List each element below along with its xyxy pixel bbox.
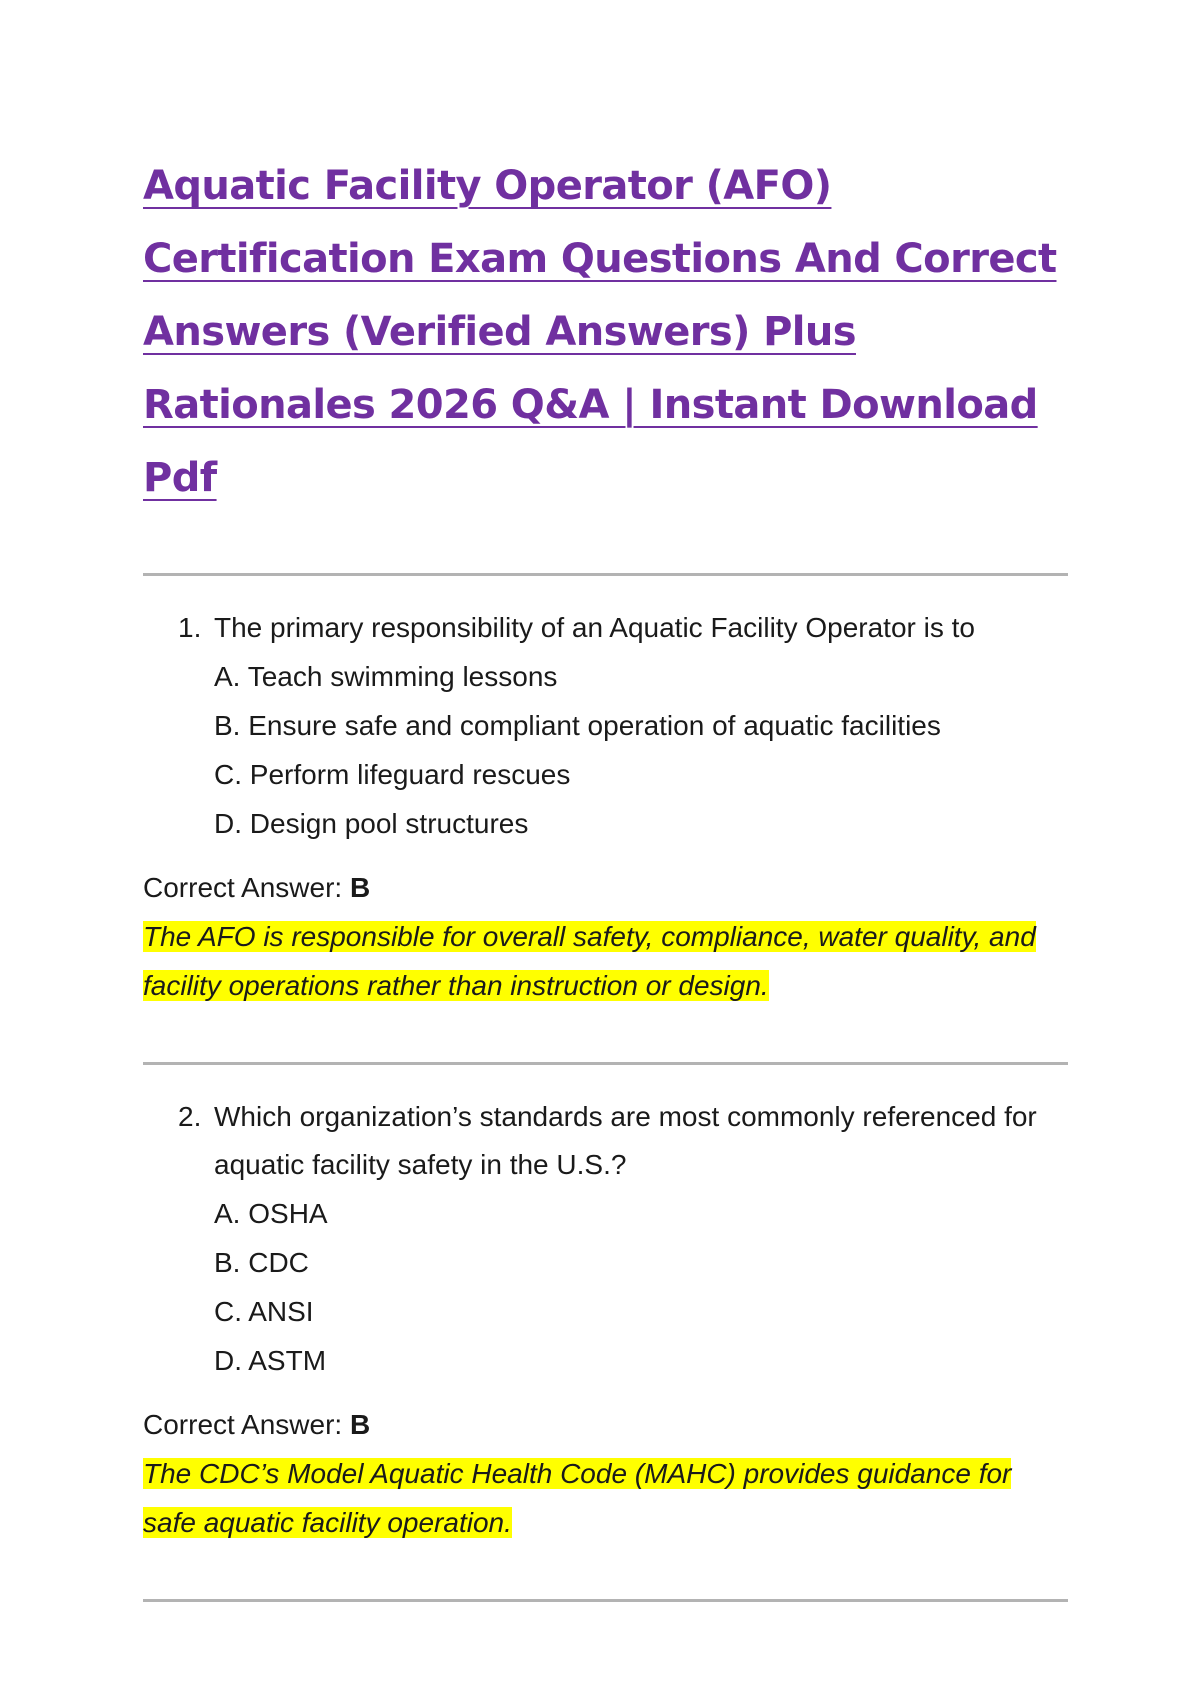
question-1 [143, 576, 1068, 1010]
option-b: B. CDC [214, 1247, 309, 1278]
rationale-text: The AFO is responsible for overall safety, compliance, water quality, and facility operations rather than instruction or design. [143, 921, 1036, 1001]
correct-answer [143, 864, 1068, 912]
option-list [214, 652, 1068, 848]
option-b: B. Ensure safe and compliant operation of aquatic facilities [214, 710, 941, 741]
question-text: Which organization’s standards are most commonly referenced for aquatic facility safety in the U.S.? [214, 1101, 1037, 1180]
option-a: A. OSHA [214, 1198, 328, 1229]
option-d: D. Design pool structures [214, 808, 529, 839]
question-2 [143, 1065, 1068, 1547]
option-c: C. ANSI [214, 1296, 314, 1327]
option-d: D. ASTM [214, 1345, 327, 1376]
rationale [143, 912, 1068, 1010]
option-list [214, 1189, 1068, 1385]
section-divider [143, 1599, 1068, 1602]
document-title: Aquatic Facility Operator (AFO) Certification Exam Questions And Correct Answers (Verified Answers) Plus Rationales 2026 Q&A | Instant Download Pdf [143, 163, 1057, 501]
rationale-text: The CDC’s Model Aquatic Health Code (MAHC) provides guidance for safe aquatic facility operation. [143, 1458, 1012, 1538]
rationale [143, 1449, 1068, 1547]
question-number: 2. [178, 1101, 202, 1132]
question-text: The primary responsibility of an Aquatic Facility Operator is to [214, 612, 975, 643]
document-page [143, 150, 1068, 1602]
question-stem [143, 1093, 1068, 1189]
option-c: C. Perform lifeguard rescues [214, 759, 571, 790]
answer-label: Correct Answer: [143, 1409, 350, 1440]
question-stem [143, 604, 1068, 652]
answer-value: B [349, 872, 371, 903]
answer-value: B [349, 1409, 371, 1440]
answer-label: Correct Answer: [143, 872, 350, 903]
correct-answer [143, 1401, 1068, 1449]
question-number: 1. [178, 612, 202, 643]
option-a: A. Teach swimming lessons [214, 661, 558, 692]
